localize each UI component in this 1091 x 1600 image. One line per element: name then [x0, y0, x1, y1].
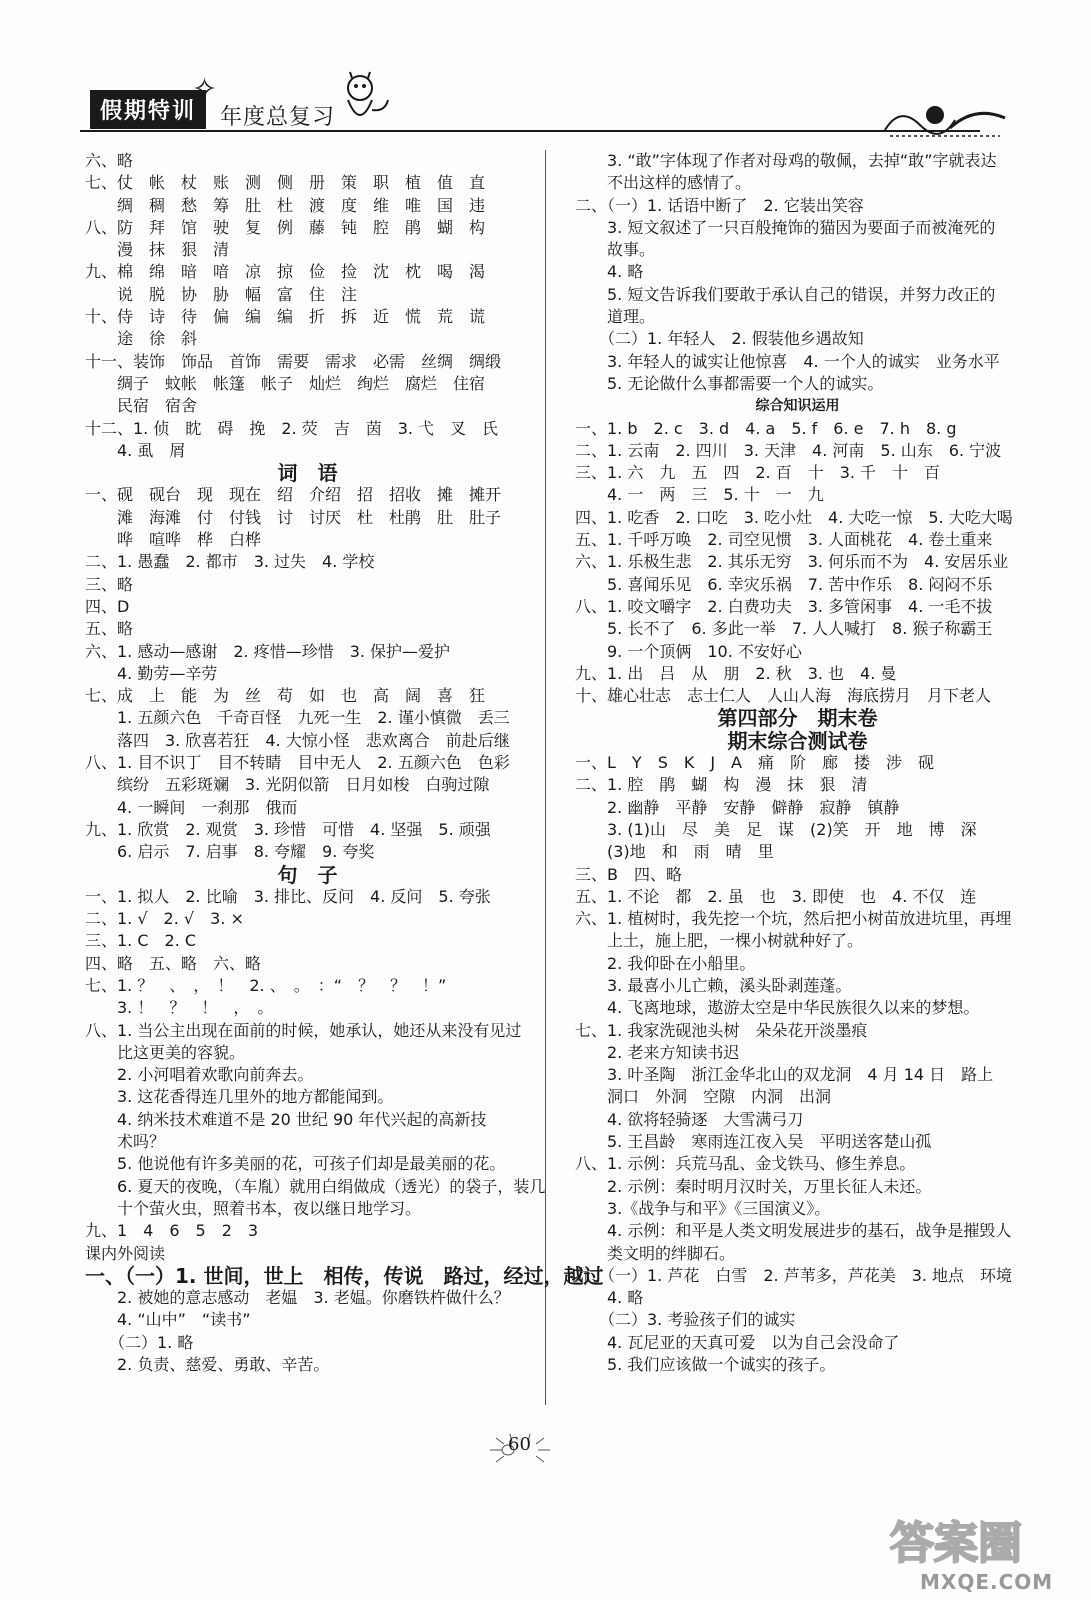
section-heading: 期末综合测试卷	[727, 728, 868, 753]
section-subheading: 综合知识运用	[755, 398, 840, 415]
page-number: 60	[508, 1434, 531, 1455]
answer-line: 四、D	[85, 596, 130, 616]
answer-line: 道理。	[575, 307, 656, 327]
answer-line: 5. 他说他有许多美丽的花，可孩子们却是最美丽的花。	[85, 1154, 506, 1174]
answer-line: 三、略	[85, 574, 134, 594]
answer-line: 5. 无论做什么事都需要一个人的诚实。	[575, 373, 884, 393]
answer-line: 六、1. 感动—感谢 2. 疼惜—珍惜 3. 保护—爱护	[85, 641, 451, 661]
answer-line: 一、砚 砚台 现 现在 绍 介绍 招 招收 摊 摊开	[85, 485, 502, 505]
answer-line: 十、雄心壮志 志士仁人 人山人海 海底捞月 月下老人	[575, 686, 992, 706]
answer-line: 不出这样的感情了。	[575, 173, 752, 193]
answer-line: 六、1. 乐极生悲 2. 其乐无穷 3. 何乐而不为 4. 安居乐业	[575, 552, 1009, 572]
answer-line: 比这更美的容貌。	[85, 1042, 246, 1062]
section-heading: 词 语	[277, 461, 338, 486]
answer-line: （二）1. 年轻人 2. 假装他乡遇故知	[575, 329, 864, 349]
answer-line: 滩 海滩 付 付钱 讨 讨厌 杜 杜鹃 肚 肚子	[85, 507, 502, 527]
tiger-mascot-icon	[330, 70, 390, 130]
answer-line: 说 脱 协 胁 幅 富 住 注	[85, 284, 358, 304]
answer-line: 4. 欲将轻骑逐 大雪满弓刀	[575, 1109, 804, 1129]
answer-line: 5. 喜闻乐见 6. 幸灾乐祸 7. 苦中作乐 8. 闷闷不乐	[575, 574, 993, 594]
answer-line: 5. 王昌龄 寒雨连江夜入吴 平明送客楚山孤	[575, 1132, 932, 1152]
answer-line: 故事。	[575, 240, 656, 260]
answer-line: (3)地 和 雨 晴 里	[575, 842, 774, 862]
swirl-decoration-icon	[880, 100, 1010, 140]
answer-line: 绸子 蚊帐 帐篷 帐子 灿烂 绚烂 腐烂 住宿	[85, 373, 486, 393]
answer-line: 3. 短文叙述了一只百般掩饰的猫因为要面子而被淹死的	[575, 217, 996, 237]
answer-line: 四、1. 吃香 2. 口吃 3. 吃小灶 4. 大吃一惊 5. 大吃大喝	[575, 507, 1013, 527]
answer-line: 2. 被她的意志感动 老媪 3. 老媪。你磨铁杵做什么？	[85, 1288, 510, 1308]
watermark	[880, 1510, 1080, 1595]
answer-line: 九、棉 绵 暗 喑 凉 掠 俭 捡 沈 枕 喝 渴	[85, 262, 486, 282]
answer-line: 4. 飞离地球，遨游太空是中华民族很久以来的梦想。	[575, 998, 980, 1018]
answer-line: 八、防 拜 馆 驶 复 例 藤 钝 腔 鹃 蝴 构	[85, 217, 486, 237]
watermark-text: 答案圈	[890, 1518, 1022, 1569]
answer-line: 4. 略	[575, 1288, 644, 1308]
answer-line: 4. 纳米技术难道不是 20 世纪 90 年代兴起的高新技	[85, 1109, 487, 1129]
answer-line: 类文明的绊脚石。	[575, 1243, 736, 1263]
answer-line: 八、1. 示例：兵荒马乱、金戈铁马、修生养息。	[575, 1154, 916, 1174]
column-divider	[545, 150, 546, 1405]
watermark-url: MXQE.COM	[920, 1570, 1054, 1594]
answer-line: 十一、装饰 饰品 首饰 需要 需求 必需 丝绸 绸缎	[85, 351, 502, 371]
answer-line: 八、1. 咬文嚼字 2. 白费功夫 3. 多管闲事 4. 一毛不拔	[575, 596, 993, 616]
answer-line: 二、1. 云南 2. 四川 3. 天津 4. 河南 5. 山东 6. 宁波	[575, 440, 1002, 460]
answer-line: 一、1. b 2. c 3. d 4. a 5. f 6. e 7. h 8. g	[575, 418, 957, 438]
answer-line: 4. 示例：和平是人类文明发展进步的基石，战争是摧毁人	[575, 1221, 1012, 1241]
answer-line: 九、1. 欣赏 2. 观赏 3. 珍惜 可惜 4. 坚强 5. 顽强	[85, 819, 491, 839]
answer-line: 三、B 四、略	[575, 864, 682, 884]
brand-subtitle: 年度总复习	[220, 105, 336, 130]
answer-line: 3.《战争与和平》《三国演义》。	[575, 1198, 831, 1218]
answer-line: 五、1. 千呼万唤 2. 司空见惯 3. 人面桃花 4. 卷土重来	[575, 530, 993, 550]
answer-line: 民宿 宿舍	[85, 396, 198, 416]
answer-line: 漫 抹 狠 清	[85, 240, 230, 260]
answer-line: 九、（一）1. 芦花 白雪 2. 芦苇多，芦花美 3. 地点 环境	[575, 1265, 1013, 1285]
answer-line: 4. 略	[575, 262, 644, 282]
answer-line: 六、略	[85, 151, 134, 170]
answer-line: （二）3. 考验孩子们的诚实	[575, 1310, 796, 1330]
answer-line: 七、成 上 能 为 丝 苟 如 也 高 阔 喜 狂	[85, 686, 486, 706]
page-number-badge	[480, 1430, 560, 1470]
answer-line: 十、侍 诗 待 偏 编 编 折 拆 近 慌 荒 谎	[85, 307, 486, 327]
answer-line: 上土，施上肥，一棵小树就种好了。	[575, 931, 864, 951]
answer-line: 课内外阅读	[85, 1243, 166, 1263]
answer-line: 4. 一 两 三 5. 十 一 九	[575, 485, 824, 505]
answer-line: 途 徐 斜	[85, 329, 198, 349]
answer-line: 3. 这花香得连几里外的地方都能闻到。	[85, 1087, 394, 1107]
answer-line: 九、1. 出 吕 从 朋 2. 秋 3. 也 4. 曼	[575, 663, 897, 683]
answer-line: 4. 瓦尼亚的天真可爱 以为自己会没命了	[575, 1332, 900, 1352]
answer-line: 6. 夏天的夜晚，（车胤）就用白绢做成（透光）的袋子，装几	[85, 1176, 546, 1196]
answer-line: 七、仗 帐 杖 账 测 侧 册 策 职 植 值 直	[85, 173, 486, 193]
answer-line: 六、1. 植树时，我先挖一个坑，然后把小树苗放进坑里，再埋	[575, 909, 1012, 929]
star-icon: ✧	[192, 72, 218, 107]
answer-line: 3. 年轻人的诚实让他惊喜 4. 一个人的诚实 业务水平	[575, 351, 1000, 371]
answer-line: （二）1. 略	[85, 1332, 194, 1352]
answer-line: 十个萤火虫，照着书本，夜以继日地学习。	[85, 1198, 422, 1218]
answer-line: 6. 启示 7. 启事 8. 夸耀 9. 夸奖	[85, 842, 375, 862]
answer-line: 2. 老来方知读书迟	[575, 1042, 740, 1062]
answer-line: 3. (1)山 尽 美 足 谋 (2)笑 开 地 博 深	[575, 819, 977, 839]
brand-logo: 假期特训	[90, 90, 206, 129]
answer-line: 3. 最喜小儿亡赖，溪头卧剥莲蓬。	[575, 975, 852, 995]
page-header	[80, 70, 1040, 140]
answer-line: 2. 示例：秦时明月汉时关，万里长征人未还。	[575, 1176, 932, 1196]
answer-line: 八、1. 当公主出现在面前的时候，她承认，她还从来没有见过	[85, 1020, 522, 1040]
answer-line: 九、1 4 6 5 2 3	[85, 1221, 259, 1241]
answer-line: 术吗？	[85, 1132, 166, 1152]
answer-line: 2. 负责、慈爱、勇敢、辛苦。	[85, 1355, 330, 1375]
answer-line: 5. 长不了 6. 多此一举 7. 人人喊打 8. 猴子称霸王	[575, 619, 993, 639]
answer-line: 4. 虱 屑	[85, 440, 186, 460]
answer-line: 三、1. 六 九 五 四 2. 百 十 3. 千 十 百	[575, 463, 941, 483]
section-heading: 句 子	[277, 862, 338, 887]
answer-line: 三、1. C 2. C	[85, 931, 197, 951]
answer-line: 3. ！ ？ ！ ， 。	[85, 998, 274, 1018]
answer-line: 二、1. √ 2. √ 3. ×	[85, 909, 244, 929]
left-answer-column	[85, 150, 604, 1376]
answer-line: 9. 一个顶俩 10. 不安好心	[575, 641, 802, 661]
answer-line: 一、1. 拟人 2. 比喻 3. 排比、反问 4. 反问 5. 夸张	[85, 886, 491, 906]
answer-line: 十二、1. 侦 眈 碍 挽 2. 荧 吉 茵 3. 弋 叉 氏	[85, 418, 499, 438]
answer-line: 5. 我们应该做一个诚实的孩子。	[575, 1355, 836, 1375]
answer-line: 3. 叶圣陶 浙江金华北山的双龙洞 4 月 14 日 路上	[575, 1065, 994, 1085]
answer-line: 2. 小河唱着欢歌向前奔去。	[85, 1065, 314, 1085]
answer-line: 哗 喧哗 桦 白桦	[85, 530, 262, 550]
watermark-logo-icon	[880, 1510, 1080, 1570]
answer-line: 落四 3. 欣喜若狂 4. 大惊小怪 悲欢离合 前赴后继	[85, 730, 510, 750]
answer-line: 一、L Y S K J A 痛 阶 廊 搂 涉 砚	[575, 753, 935, 773]
answer-line: 七、1. ？ 、 ， ！ 2. 、 。 ：“ ？ ？ ！”	[85, 975, 447, 995]
answer-line: 二、1. 愚蠢 2. 都市 3. 过失 4. 学校	[85, 552, 375, 572]
answer-line: 4. 一瞬间 一刹那 俄而	[85, 797, 298, 817]
answer-line: 七、1. 我家洗砚池头树 朵朵花开淡墨痕	[575, 1020, 868, 1040]
answer-line: 4. “山中” “读书”	[85, 1310, 251, 1330]
answer-line: 3. “敢”字体现了作者对母鸡的敬佩，去掉“敢”字就表达	[575, 151, 997, 170]
answer-line: 2. 我仰卧在小船里。	[575, 953, 756, 973]
answer-line: 四、略 五、略 六、略	[85, 953, 262, 973]
header-rule	[80, 130, 980, 132]
answer-line: 4. 勤劳—辛劳	[85, 663, 218, 683]
answer-line: 八、1. 目不识丁 目不转睛 目中无人 2. 五颜六色 色彩	[85, 753, 510, 773]
answer-line: 2. 幽静 平静 安静 僻静 寂静 镇静	[575, 797, 900, 817]
answer-line: 1. 五颜六色 千奇百怪 九死一生 2. 谨小慎微 丢三	[85, 708, 510, 728]
answer-line: 洞口 外洞 空隙 内洞 出洞	[575, 1087, 832, 1107]
answer-line: 五、略	[85, 619, 134, 639]
answer-line: 绸 稠 愁 筹 肚 杜 渡 度 维 唯 国 违	[85, 195, 486, 215]
right-answer-column	[575, 150, 1020, 1376]
answer-line: 二、1. 腔 鹃 蝴 构 漫 抹 狠 清	[575, 775, 868, 795]
answer-line: 二、（一）1. 话语中断了 2. 它装出笑容	[575, 195, 864, 215]
section-heading: 第四部分 期末卷	[717, 706, 878, 731]
answer-line: 缤纷 五彩斑斓 3. 光阴似箭 日月如梭 白驹过隙	[85, 775, 490, 795]
section-heading: 一、（一）1. 世间，世上 相传，传说 路过，经过，越过	[85, 1263, 604, 1288]
answer-line: 5. 短文告诉我们要敢于承认自己的错误，并努力改正的	[575, 284, 996, 304]
answer-line: 五、1. 不论 都 2. 虽 也 3. 即使 也 4. 不仅 连	[575, 886, 977, 906]
